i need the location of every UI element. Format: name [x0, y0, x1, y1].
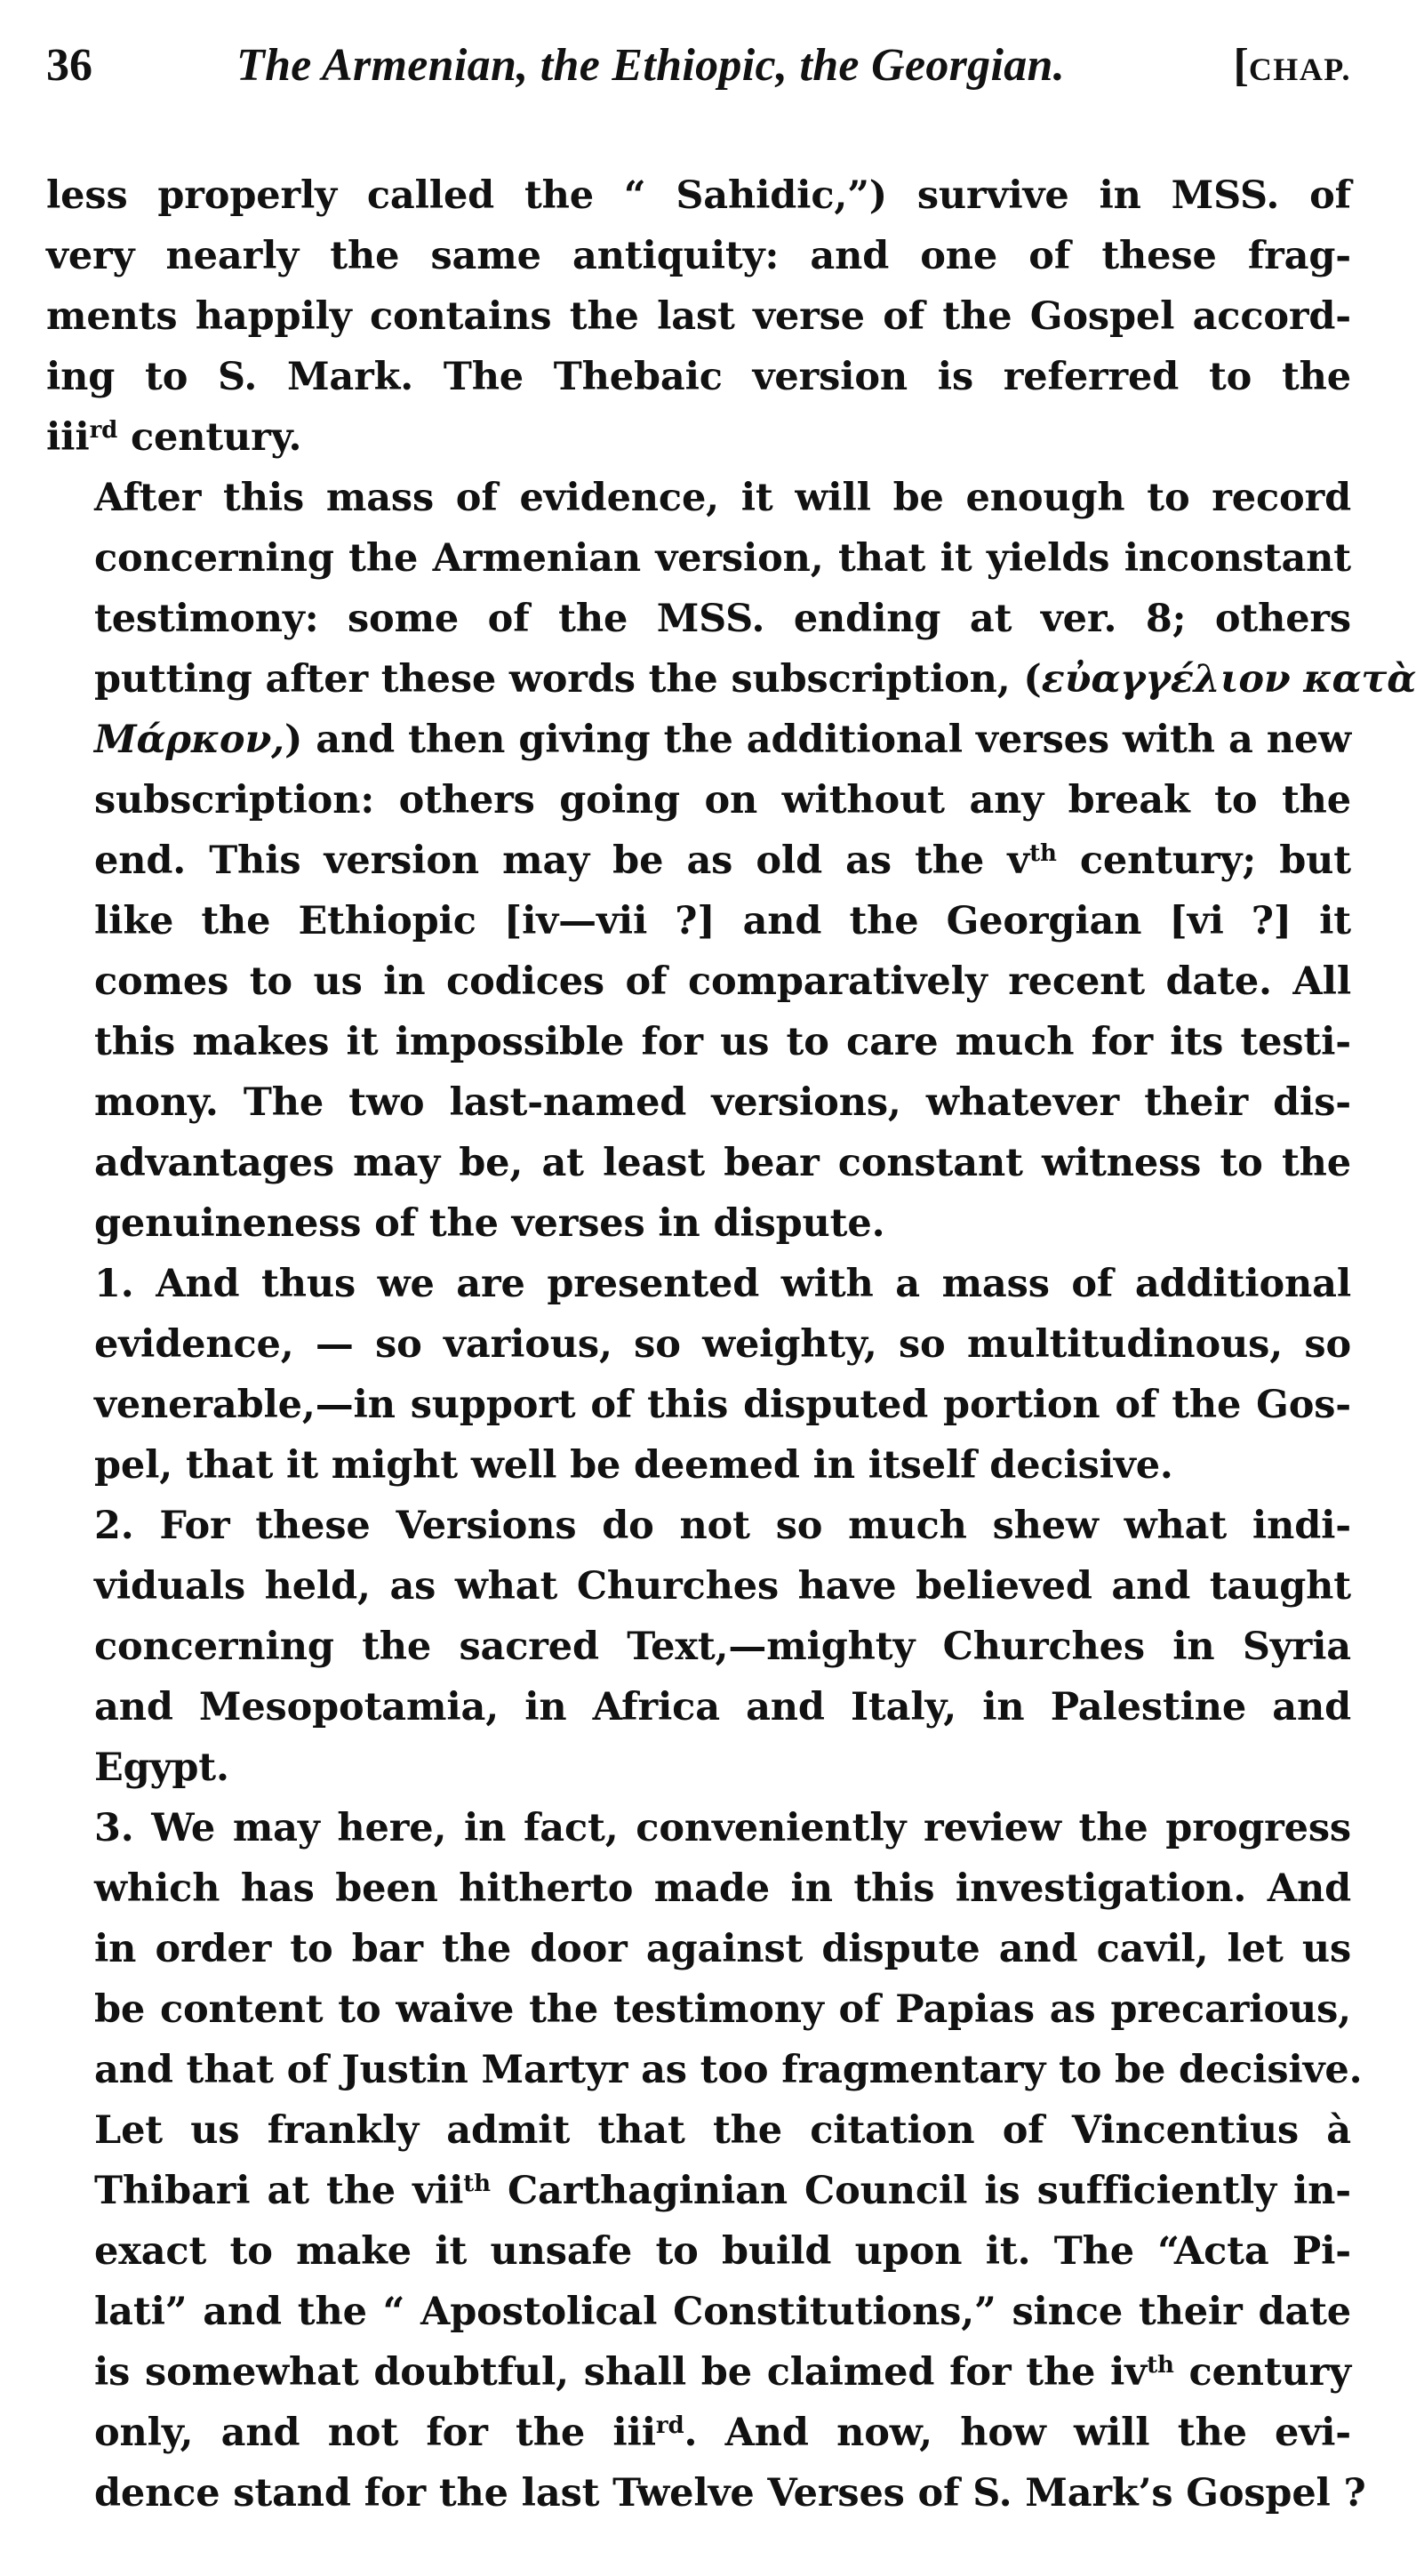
body-text [46, 165, 1416, 2524]
text-line: 3. We may here, in fact, conveniently review the progress [94, 1806, 1351, 1850]
text-line: genuineness of the verses in dispute. [94, 1201, 885, 1246]
text-line: subscription: others going on without any break to the [94, 778, 1351, 823]
text-line: Μάρκον,) and then giving the additional verses with a new [94, 718, 1351, 762]
text-line: 1. And thus we are presented with a mass of additional [94, 1262, 1351, 1306]
text-line: this makes it impossible for us to care much for its testi- [94, 1020, 1351, 1064]
chapter-bracket: [ [1233, 40, 1249, 91]
text-line: end. This version may be as old as the $v^{th}$ century; but [94, 839, 1351, 883]
page-number: 36 [46, 40, 92, 91]
text-line: exact to make it unsafe to build upon it. The “Acta Pi- [94, 2229, 1351, 2274]
text-line: Thibari at the vii$^{th}$ Carthaginian Council is sufficiently in- [94, 2169, 1351, 2213]
text-line: venerable,—in support of this disputed portion of the Gos- [94, 1383, 1351, 1427]
text-line: After this mass of evidence, it will be enough to record [94, 476, 1351, 520]
paragraph-4 [46, 1496, 1351, 1798]
greek-text: Μάρκον, [94, 718, 284, 762]
text-line: lati” and the “ Apostolical Constitutions,” since their date [94, 2290, 1351, 2334]
chapter-label: CHAP. [1248, 52, 1351, 87]
text-line: Let us frankly admit that the citation of Vincentius à [94, 2108, 1351, 2153]
text-line: mony. The two last-named versions, whatever their dis- [94, 1080, 1351, 1125]
text-line: very nearly the same antiquity: and one of these frag- [46, 234, 1351, 278]
greek-text: εὐαγγέλιον κατὰ [1041, 657, 1416, 702]
text-line: only, and not for the iii$^{rd}$. And now, how will the evi- [94, 2411, 1351, 2455]
text-line: be content to waive the testimony of Papias as precarious, [94, 1987, 1351, 2032]
text-line: Egypt. [94, 1745, 229, 1790]
text-line: viduals held, as what Churches have believed and taught [94, 1564, 1351, 1609]
text-line: is somewhat doubtful, shall be claimed for the $iv^{th}$ century [94, 2350, 1351, 2395]
superscript: th [1029, 840, 1057, 867]
superscript: rd [655, 2412, 684, 2439]
text-line: ing to S. Mark. The Thebaic version is referred to the [46, 355, 1351, 399]
paragraph-5 [46, 1798, 1366, 2524]
text-line: concerning the Armenian version, that it yields inconstant [94, 536, 1351, 581]
paragraph-3 [46, 1254, 1351, 1496]
superscript: rd [89, 417, 118, 444]
text-line: advantages may be, at least bear constant witness to the [94, 1141, 1351, 1185]
paragraph-2 [46, 468, 1416, 1254]
text-line: comes to us in codices of comparatively recent date. All [94, 959, 1351, 1004]
text-line: and that of Justin Martyr as too fragmentary to be decisive. [94, 2048, 1363, 2092]
text-line: testimony: some of the MSS. ending at ver. 8; others [94, 597, 1351, 641]
text-line: 2. For these Versions do not so much shew what indi- [94, 1504, 1351, 1548]
text-line: concerning the sacred Text,—mighty Churches in Syria [94, 1625, 1351, 1669]
superscript: th [463, 2171, 491, 2197]
text-line: in order to bar the door against dispute and cavil, let us [94, 1927, 1351, 1971]
text-line: less properly called the “ Sahidic,”) survive in MSS. of [46, 173, 1351, 218]
text-line: pel, that it might well be deemed in itself decisive. [94, 1443, 1173, 1488]
text-line: evidence, — so various, so weighty, so multitudinous, so [94, 1322, 1351, 1367]
text-line: iii$^{rd}$ century. [46, 415, 302, 460]
text-line: ments happily contains the last verse of the Gospel accord- [46, 294, 1351, 339]
text-line: and Mesopotamia, in Africa and Italy, in Palestine and [94, 1685, 1351, 1729]
text-line: like the Ethiopic [iv—vii ?] and the Georgian [vi ?] it [94, 899, 1351, 943]
running-title: The Armenian, the Ethiopic, the Georgian. [236, 40, 1066, 91]
paragraph-1 [46, 165, 1351, 468]
text-line: which has been hitherto made in this investigation. And [94, 1866, 1351, 1911]
chapter-marker [1233, 39, 1351, 96]
book-page [46, 34, 1416, 2550]
running-head [46, 34, 1351, 98]
text-line: putting after these words the subscription, (εὐαγγέλιον κατὰ [94, 657, 1416, 702]
text-line: dence stand for the last Twelve Verses of S. Mark’s Gospel ? [94, 2471, 1366, 2516]
superscript: th [1147, 2352, 1174, 2379]
